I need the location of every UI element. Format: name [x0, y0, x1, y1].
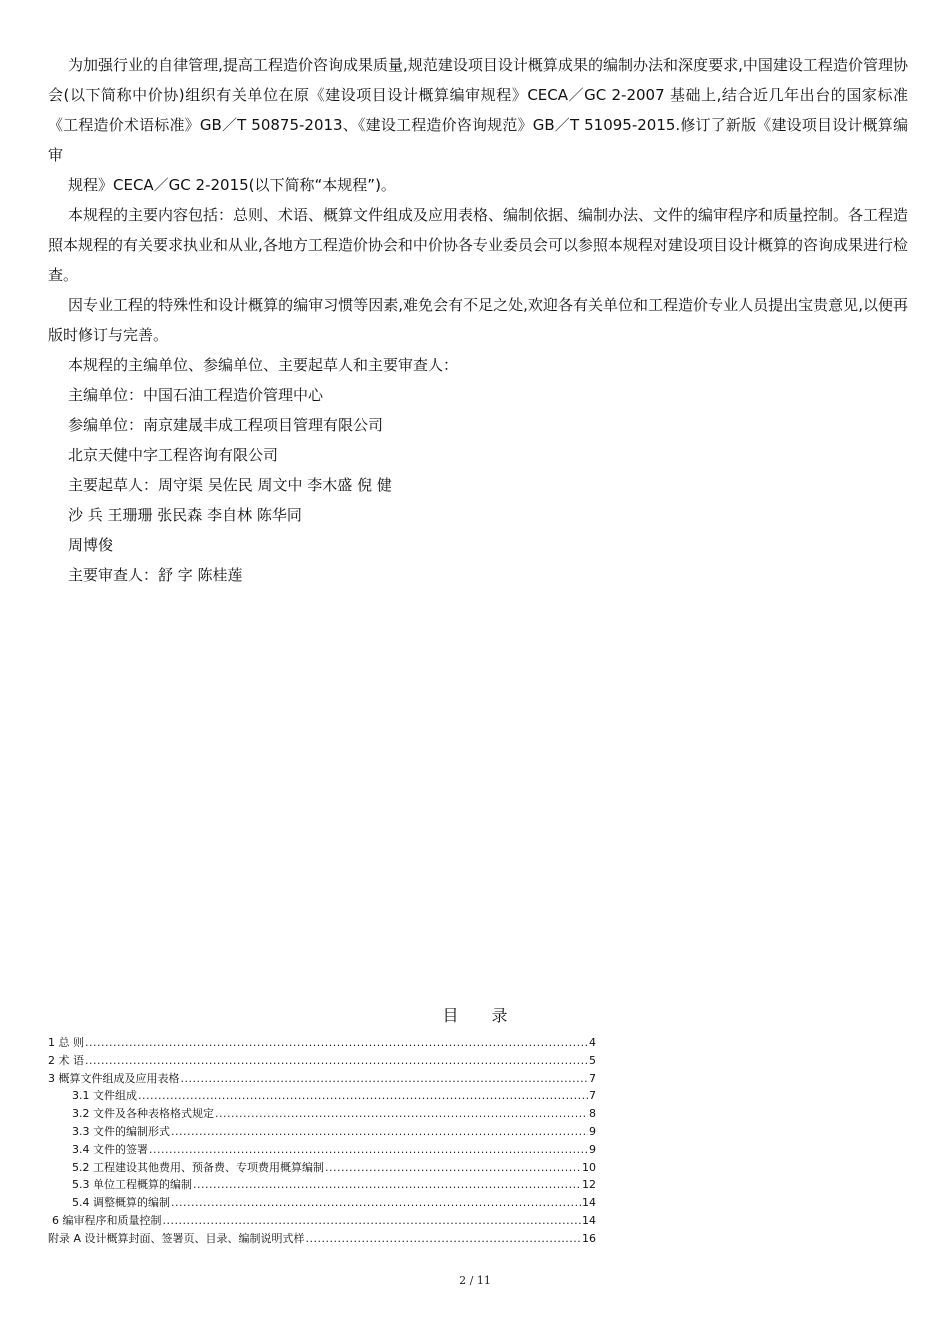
toc-entry-label: 5.3 单位工程概算的编制: [72, 1178, 192, 1192]
preface-text: [48, 50, 908, 590]
toc-entry-label: 5.4 调整概算的编制: [72, 1196, 170, 1210]
toc-entry-page: 14: [582, 1196, 596, 1210]
toc-leader-dots: [215, 1105, 588, 1123]
drafters-line-3: 周博俊: [68, 536, 114, 554]
table-of-contents: [48, 1034, 596, 1248]
drafters-line: 主要起草人：周守渠 吴佐民 周文中 李木盛 倪 健: [68, 476, 392, 494]
toc-entry[interactable]: [48, 1123, 596, 1141]
toc-entry[interactable]: [48, 1212, 596, 1230]
toc-entry[interactable]: [48, 1034, 596, 1052]
toc-entry-page: 16: [582, 1231, 596, 1245]
drafters-line-2: 沙 兵 王珊珊 张民森 李自林 陈华同: [68, 506, 302, 524]
toc-entry-page: 8: [589, 1107, 596, 1121]
toc-entry-page: 14: [582, 1213, 596, 1227]
chief-editor-line: 主编单位：中国石油工程造价管理中心: [68, 386, 324, 404]
toc-entry[interactable]: [48, 1087, 596, 1105]
toc-leader-dots: [193, 1176, 581, 1194]
toc-entry-page: 7: [589, 1089, 596, 1103]
toc-entry-label: 3 概算文件组成及应用表格: [48, 1071, 180, 1085]
toc-leader-dots: [171, 1194, 581, 1212]
participating-editor-line: 参编单位：南京建晟丰成工程项目管理有限公司: [68, 416, 384, 434]
intro-line: 本规程的主编单位、参编单位、主要起草人和主要审查人：: [68, 356, 459, 374]
paragraph: 本规程的主要内容包括：总则、术语、概算文件组成及应用表格、编制依据、编制办法、文件的编审程序和质量控制。各工程造照本规程的有关要求执业和从业,各地方工程造价协会和中价协各专业委员会可以参照本规程对建设项目设计概算的咨询成果进行检查。: [48, 206, 909, 284]
page-indicator: 2 / 11: [459, 1274, 491, 1287]
toc-entry-label: 2 术 语: [48, 1053, 84, 1067]
toc-entry-page: 5: [589, 1053, 596, 1067]
toc-leader-dots: [85, 1052, 588, 1070]
toc-entry-label: 5.2 工程建设其他费用、预备费、专项费用概算编制: [72, 1160, 324, 1174]
toc-leader-dots: [85, 1034, 588, 1052]
reviewers-line: 主要审查人：舒 字 陈桂莲: [68, 566, 243, 584]
toc-leader-dots: [163, 1212, 582, 1230]
toc-entry[interactable]: [48, 1230, 596, 1248]
toc-entry-page: 4: [589, 1036, 596, 1049]
toc-entry[interactable]: [48, 1159, 596, 1177]
toc-leader-dots: [171, 1123, 588, 1141]
toc-entry-label: 3.2 文件及各种表格格式规定: [72, 1107, 214, 1121]
paragraph: 因专业工程的特殊性和设计概算的编审习惯等因素,难免会有不足之处,欢迎各有关单位和工程造价专业人员提出宝贵意见,以便再版时修订与完善。: [48, 296, 908, 344]
toc-title: 目 录: [442, 1006, 522, 1025]
toc-entry[interactable]: [48, 1176, 596, 1194]
toc-leader-dots: [325, 1159, 581, 1177]
toc-entry-page: 9: [589, 1142, 596, 1156]
toc-leader-dots: [138, 1087, 588, 1105]
toc-entry-page: 7: [589, 1071, 596, 1085]
toc-leader-dots: [149, 1141, 588, 1159]
toc-entry-label: 6 编审程序和质量控制: [52, 1213, 162, 1227]
toc-entry-page: 10: [582, 1160, 596, 1174]
toc-entry[interactable]: [48, 1141, 596, 1159]
participating-editor-line-2: 北京天健中字工程咨询有限公司: [68, 446, 279, 464]
paragraph: 为加强行业的自律管理,提高工程造价咨询成果质量,规范建设项目设计概算成果的编制办法和深度要求,中国建设工程造价管理协会(以下简称中价协)组织有关单位在原《建设项目设计概算编审规程》CECA／GC 2-2007 基础上,结合近几年出台的国家标准《工程造价术语标准》GB／T 50875-2013、《建设工程造价咨询规范》GB／T 51095-2015.修订了新版《建设项目设计概算编审: [48, 56, 908, 164]
toc-entry[interactable]: [48, 1070, 596, 1088]
toc-entry[interactable]: [48, 1105, 596, 1123]
toc-entry[interactable]: [48, 1052, 596, 1070]
toc-leader-dots: [306, 1230, 581, 1248]
toc-leader-dots: [181, 1070, 589, 1088]
toc-entry-label: 3.1 文件组成: [72, 1089, 137, 1103]
toc-entry[interactable]: [48, 1194, 596, 1212]
paragraph: 规程》CECA／GC 2-2015(以下简称“本规程”)。: [68, 176, 396, 194]
toc-entry-page: 9: [589, 1124, 596, 1138]
toc-entry-label: 附录 A 设计概算封面、签署页、目录、编制说明式样: [48, 1231, 305, 1245]
toc-entry-label: 3.4 文件的签署: [72, 1142, 148, 1156]
toc-entry-page: 12: [582, 1178, 596, 1192]
toc-entry-label: 1 总 则: [48, 1036, 84, 1049]
toc-entry-label: 3.3 文件的编制形式: [72, 1124, 170, 1138]
